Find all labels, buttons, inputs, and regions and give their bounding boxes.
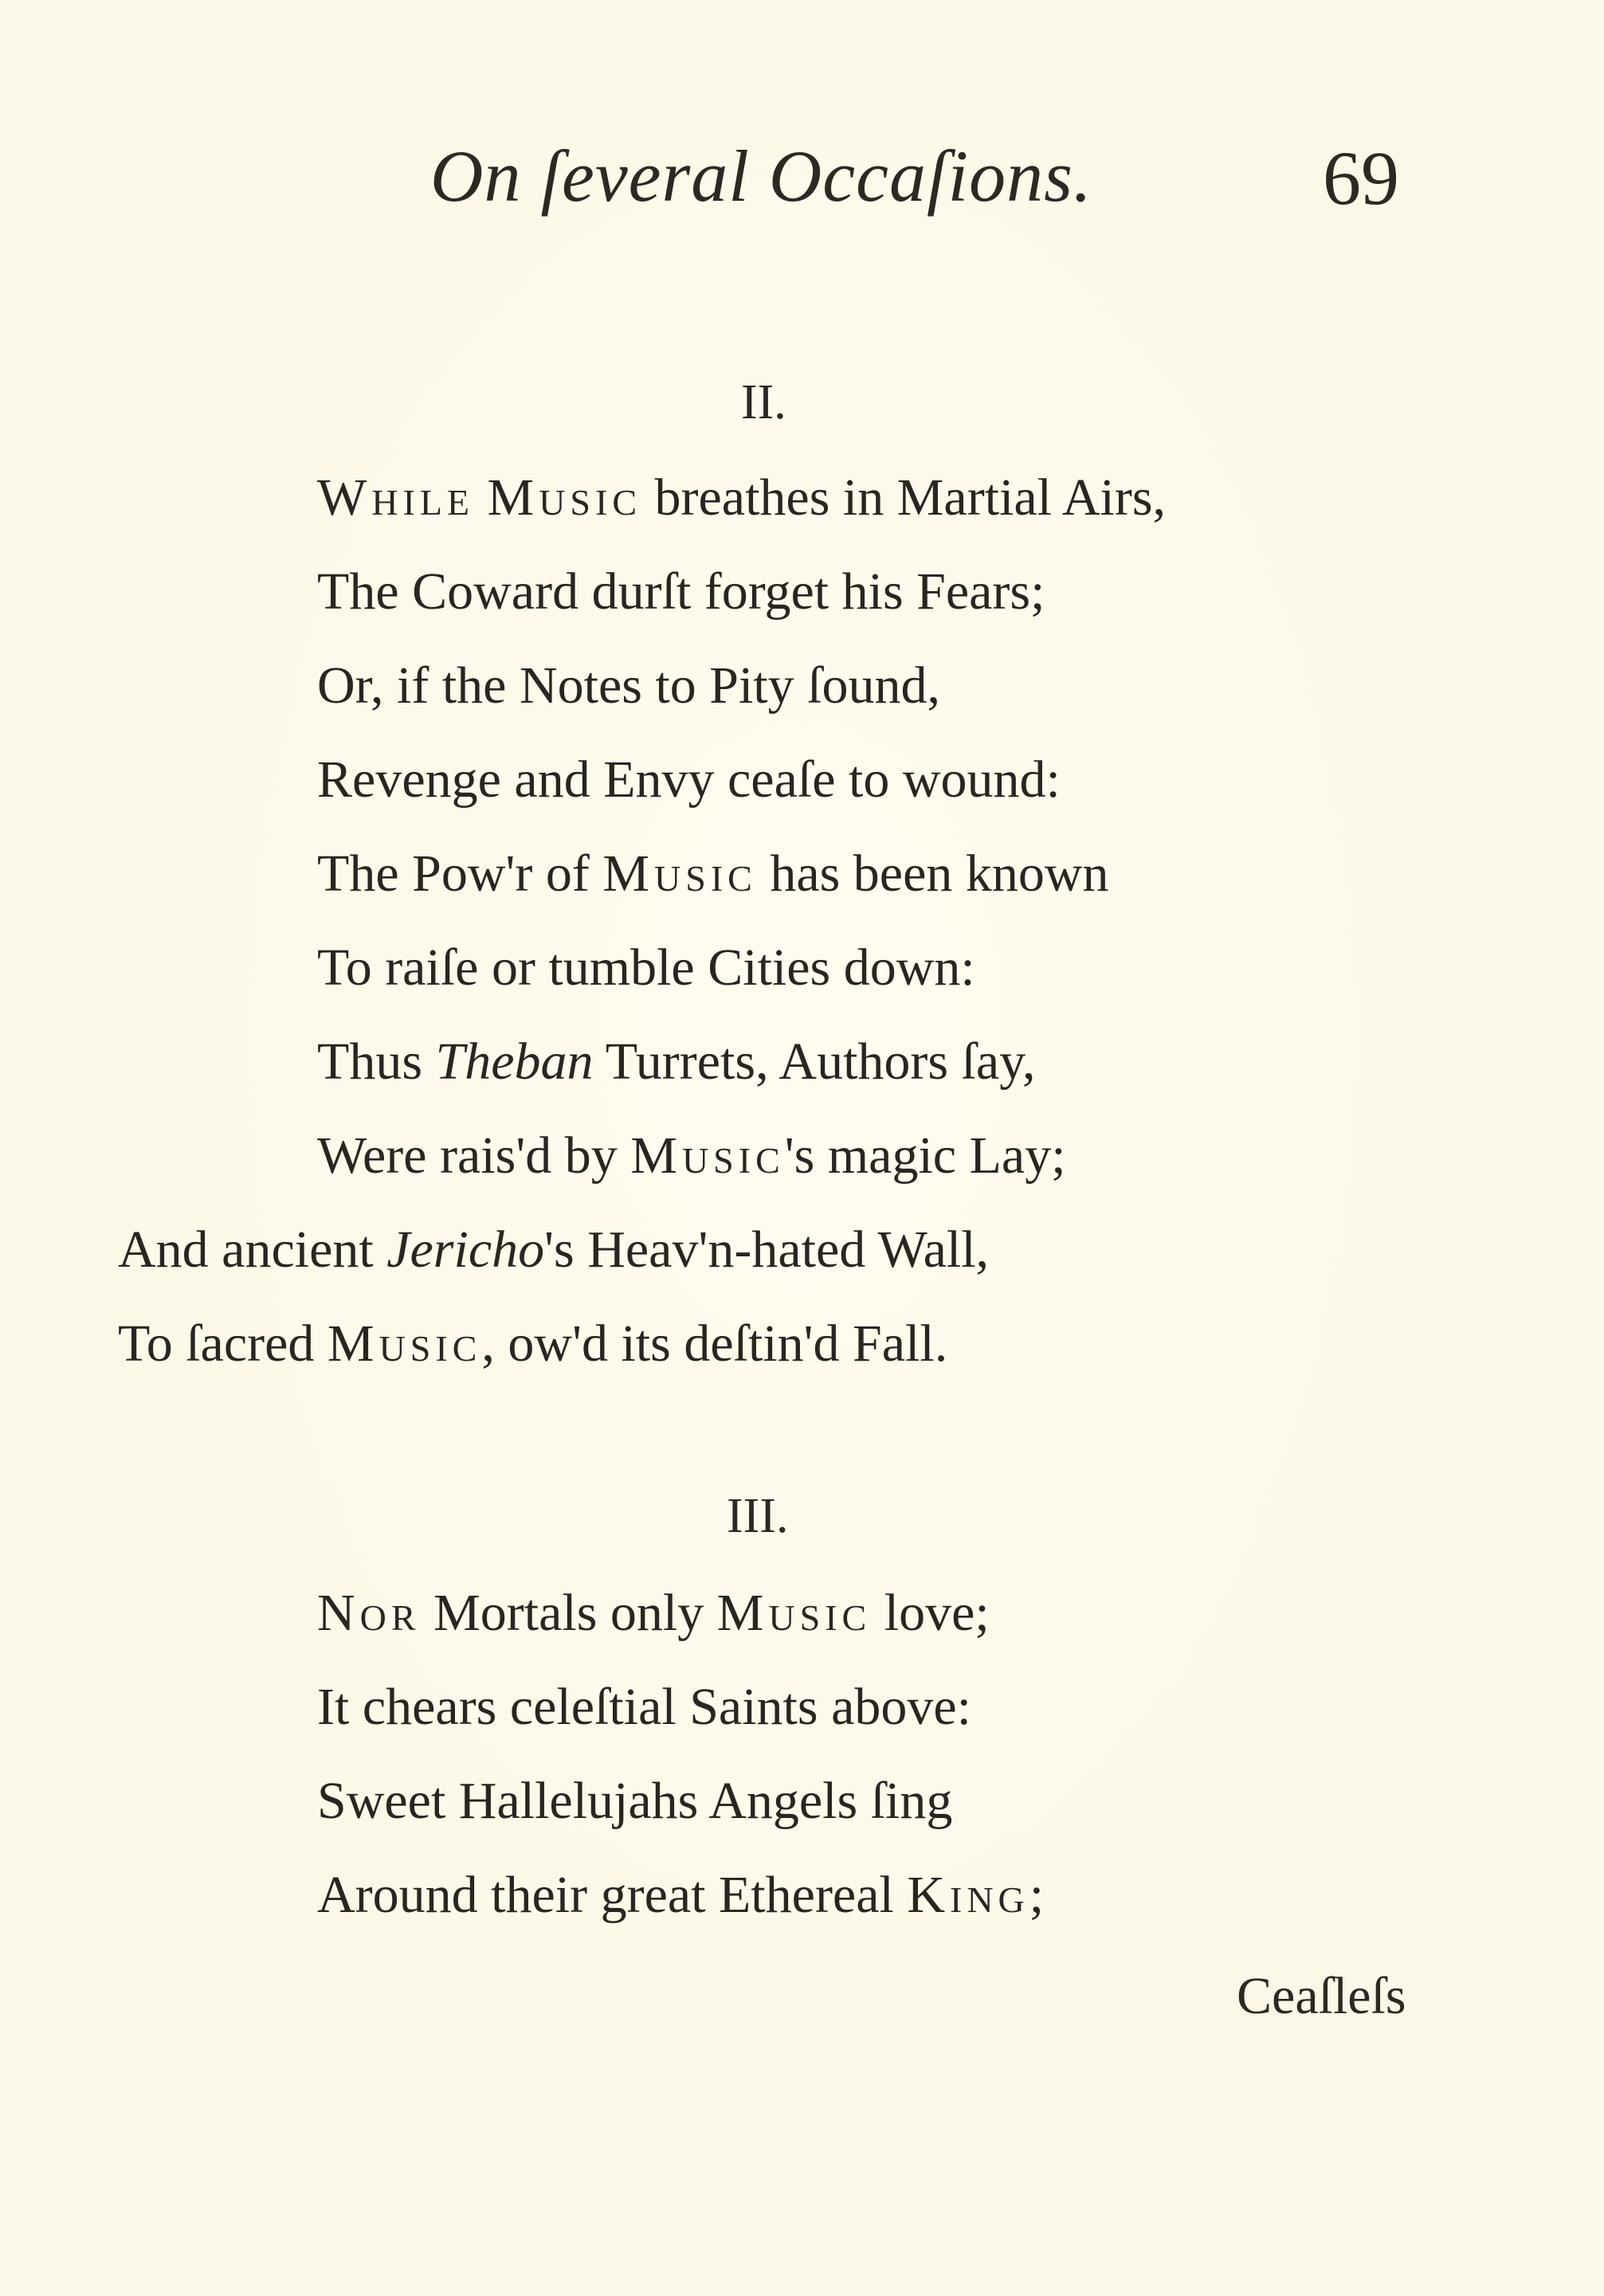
running-title: On ſeveral Occaſions. — [430, 135, 1092, 217]
catchword: Ceaſleſs — [1237, 1967, 1406, 2025]
poem-line: Revenge and Envy ceaſe to wound: — [317, 750, 1061, 809]
poem-line: Nor Mortals only Music love; — [317, 1584, 990, 1642]
poem-line: And ancient Jericho's Heav'n-hated Wall, — [118, 1220, 990, 1279]
small-caps-word: Music — [602, 844, 757, 903]
poem-line: Were rais'd by Music's magic Lay; — [317, 1126, 1066, 1185]
poem-line: Or, if the Notes to Pity ſound, — [317, 656, 940, 715]
stanza-number-iii: III. — [727, 1489, 789, 1543]
small-caps-word: Music — [630, 1126, 785, 1185]
poem-line: While Music breathes in Martial Airs, — [317, 468, 1167, 527]
page-number: 69 — [1323, 135, 1399, 221]
small-caps-word: Music — [487, 468, 642, 527]
italic-word: Jericho — [386, 1220, 545, 1279]
stanza-number-ii: II. — [741, 375, 786, 429]
small-caps-word: While — [317, 468, 475, 527]
poem-line: The Coward durſt forget his Fears; — [317, 562, 1045, 621]
small-caps-word: King — [907, 1866, 1029, 1924]
poem-line: To ſacred Music, ow'd its deſtin'd Fall. — [118, 1315, 948, 1373]
poem-line: The Pow'r of Music has been known — [317, 844, 1109, 903]
small-caps-word: Music — [327, 1315, 482, 1373]
poem-line: Around their great Ethereal King; — [317, 1866, 1045, 1924]
italic-word: Theban — [435, 1032, 594, 1091]
poem-line: Sweet Hallelujahs Angels ſing — [317, 1772, 953, 1830]
poem-line: To raiſe or tumble Cities down: — [317, 938, 975, 997]
poem-line: Thus Theban Turrets, Authors ſay, — [317, 1032, 1036, 1091]
small-caps-word: Nor — [317, 1584, 421, 1642]
small-caps-word: Music — [716, 1584, 872, 1642]
poem-line: It chears celeſtial Saints above: — [317, 1678, 972, 1736]
